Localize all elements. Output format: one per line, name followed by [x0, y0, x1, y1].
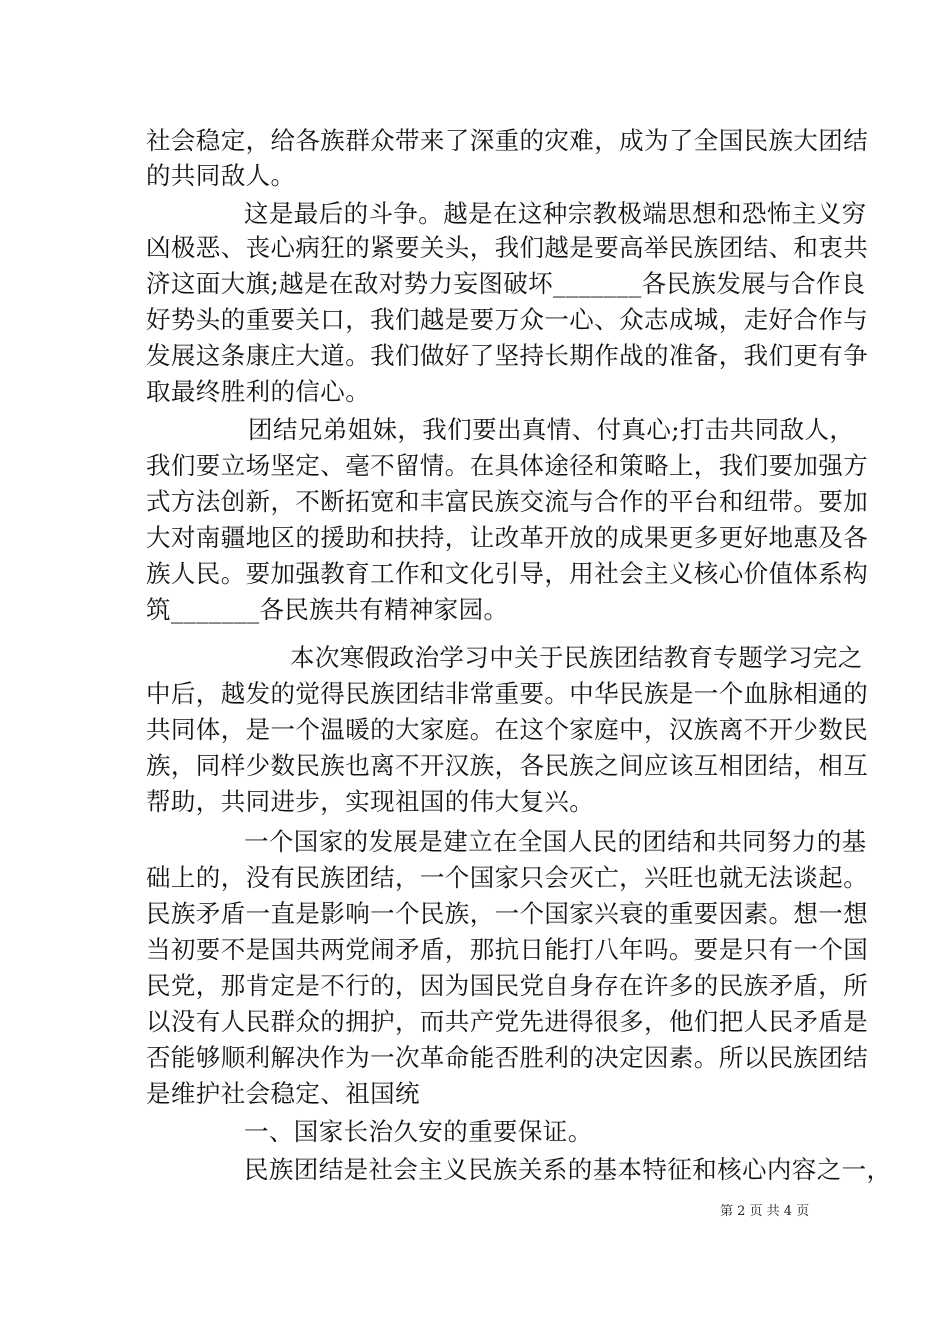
text-line-14: 筑_______各民族共有精神家园。: [146, 595, 509, 624]
text-line-10: 我们要立场坚定、毫不留情。在具体途径和策略上，我们要加强方: [146, 451, 869, 480]
text-line-9: 团结兄弟姐妹，我们要出真情、付真心;打击共同敌人，: [248, 415, 855, 444]
text-line-4: 凶极恶、丧心病狂的紧要关头，我们越是要高举民族团结、和衷共: [146, 233, 869, 262]
text-line-12: 大对南疆地区的援助和扶持，让改革开放的成果更多更好地惠及各: [146, 523, 869, 552]
text-line-27: 是维护社会稳定、祖国统: [146, 1079, 420, 1108]
text-line-1: 社会稳定，给各族群众带来了深重的灾难，成为了全国民族大团结: [146, 126, 869, 155]
text-line-22: 民族矛盾一直是影响一个民族，一个国家兴衰的重要因素。想一想: [146, 899, 869, 928]
text-line-17: 共同体，是一个温暖的大家庭。在这个家庭中，汉族离不开少数民: [146, 715, 869, 744]
text-line-28: 一、国家长治久安的重要保证。: [244, 1117, 593, 1146]
text-line-3: 这是最后的斗争。越是在这种宗教极端思想和恐怖主义穷: [244, 199, 867, 228]
text-line-29: 民族团结是社会主义民族关系的基本特征和核心内容之一，: [244, 1155, 892, 1184]
text-line-24: 民党，那肯定是不行的，因为国民党自身存在许多的民族矛盾，所: [146, 971, 869, 1000]
text-line-6: 好势头的重要关口，我们越是要万众一心、众志成城，走好合作与: [146, 305, 869, 334]
text-line-21: 础上的，没有民族团结，一个国家只会灭亡，兴旺也就无法谈起。: [146, 863, 869, 892]
text-line-19: 帮助，共同进步，实现祖国的伟大复兴。: [146, 787, 595, 816]
text-line-23: 当初要不是国共两党闹矛盾，那抗日能打八年吗。要是只有一个国: [146, 935, 869, 964]
text-line-25: 以没有人民群众的拥护，而共产党先进得很多，他们把人民矛盾是: [146, 1007, 869, 1036]
text-line-18: 族，同样少数民族也离不开汉族，各民族之间应该互相团结，相互: [146, 751, 869, 780]
text-line-13: 族人民。要加强教育工作和文化引导，用社会主义核心价值体系构: [146, 559, 869, 588]
text-line-26: 否能够顺利解决作为一次革命能否胜利的决定因素。所以民族团结: [146, 1043, 869, 1072]
text-line-8: 取最终胜利的信心。: [146, 377, 371, 406]
text-line-16: 中后，越发的觉得民族团结非常重要。中华民族是一个血脉相通的: [146, 679, 869, 708]
page-number-footer: 第 2 页 共 4 页: [720, 1204, 810, 1219]
text-line-20: 一个国家的发展是建立在全国人民的团结和共同努力的基: [244, 827, 867, 856]
text-line-5: 济这面大旗;越是在敌对势力妄图破坏_______各民族发展与合作良: [146, 269, 866, 298]
text-line-15: 本次寒假政治学习中关于民族团结教育专题学习完之: [290, 643, 863, 672]
text-line-7: 发展这条康庄大道。我们做好了坚持长期作战的准备，我们更有争: [146, 341, 869, 370]
text-line-11: 式方法创新，不断拓宽和丰富民族交流与合作的平台和纽带。要加: [146, 487, 869, 516]
text-line-2: 的共同敌人。: [146, 161, 296, 190]
